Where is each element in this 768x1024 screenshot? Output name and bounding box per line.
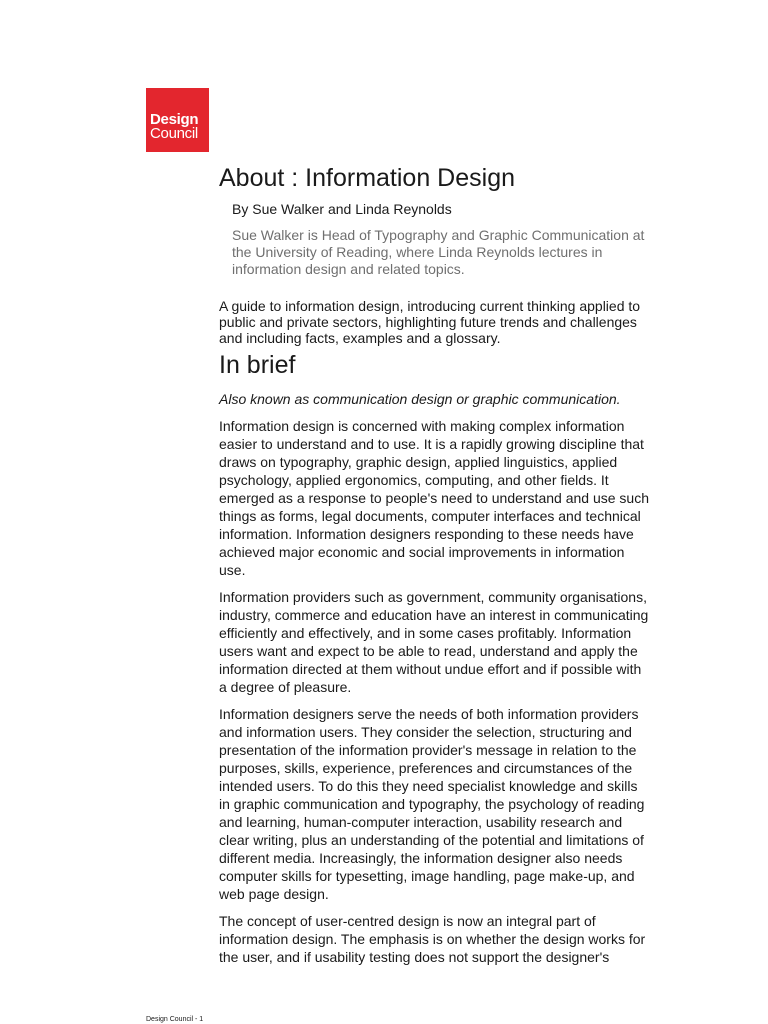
body-paragraph: Information designers serve the needs of both information providers and information users. They consider the selection, structuring and presentation of the information provider's message in relation to the purposes, skills, experience, preferences and circumstances of the intended users. To do this they need specialist knowledge and skills in graphic communication and typography, the psychology of reading and learning, human-computer interaction, usability research and clear writing, plus an understanding of the potential and limitations of different media. Increasingly, the information designer also needs computer skills for typesetting, image handling, page make-up, and web page design.	[219, 706, 645, 902]
also-known-as: Also known as communication design or graphic communication.	[219, 391, 621, 407]
author-bio: Sue Walker is Head of Typography and Graphic Communication at the University of Reading, where Linda Reynolds lectures in information design and related topics.	[232, 227, 645, 277]
author-byline: By Sue Walker and Linda Reynolds	[232, 201, 452, 217]
body-paragraph: Information design is concerned with making complex information easier to understand and to use. It is a rapidly growing discipline that draws on typography, graphic design, applied linguistics, applied psychology, applied ergonomics, computing, and other fields. It emerged as a response to people's need to understand and use such things as forms, legal documents, computer interfaces and technical information. Information designers responding to these needs have achieved major economic and social improvements in information use.	[219, 418, 649, 578]
page-title: About : Information Design	[219, 164, 515, 192]
page-footer: Design Council - 1	[146, 1016, 204, 1023]
body-paragraph: Information providers such as government, community organisations, industry, commerce and education have an interest in communicating efficiently and effectively, and in some cases profitably. Information users want and expect to be able to read, understand and apply the information directed at them without undue effort and if possible with a degree of pleasure.	[219, 589, 649, 695]
intro-paragraph: A guide to information design, introducing current thinking applied to public and private sectors, highlighting future trends and challenges and including facts, examples and a glossary.	[219, 298, 641, 346]
body-paragraph: The concept of user-centred design is now an integral part of information design. The emphasis is on whether the design works for the user, and if usability testing does not support the designer's	[219, 913, 646, 965]
section-heading: In brief	[219, 351, 296, 379]
logo-line-council: Council	[150, 125, 198, 142]
design-council-logo	[146, 88, 209, 152]
document-body	[219, 162, 649, 966]
logo-line-design: Design	[150, 111, 199, 128]
